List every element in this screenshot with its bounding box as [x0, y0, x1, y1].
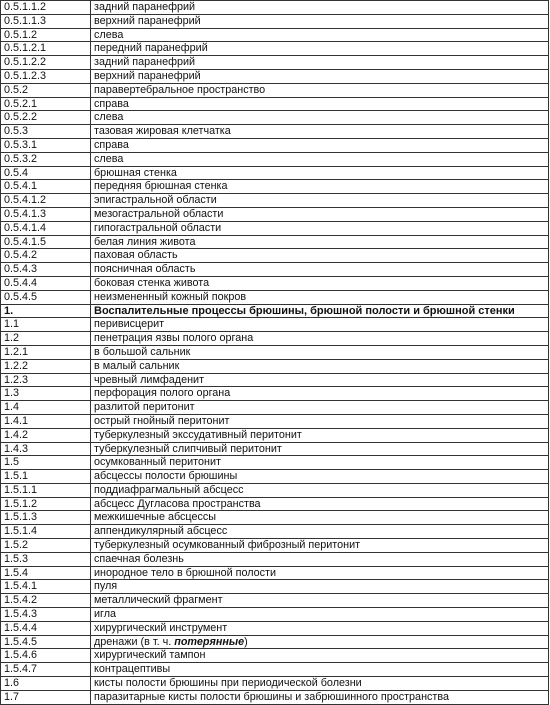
row-description	[91, 414, 549, 428]
table-row	[1, 359, 549, 373]
row-description	[91, 690, 549, 704]
row-code: 1.5.2	[1, 539, 91, 553]
row-code: 1.4.2	[1, 428, 91, 442]
row-code: 1.3	[1, 387, 91, 401]
table-row	[1, 511, 549, 525]
table-row	[1, 28, 549, 42]
row-description	[91, 511, 549, 525]
row-description-text: абсцессы полости брюшины	[94, 470, 238, 483]
row-code: 1.2.1	[1, 345, 91, 359]
table-row	[1, 345, 549, 359]
row-description	[91, 152, 549, 166]
table-row	[1, 621, 549, 635]
row-description	[91, 249, 549, 263]
row-description	[91, 608, 549, 622]
row-description	[91, 332, 549, 346]
row-description-text: тазовая жировая клетчатка	[94, 125, 231, 138]
table-row	[1, 649, 549, 663]
row-description-text: белая линия живота	[94, 235, 196, 248]
row-code: 0.5.1.2	[1, 28, 91, 42]
table-row	[1, 387, 549, 401]
row-code: 0.5.4.1.3	[1, 207, 91, 221]
row-description-text: межкишечные абсцессы	[94, 511, 217, 524]
row-code: 1.5.4.6	[1, 649, 91, 663]
table-row	[1, 180, 549, 194]
row-code: 0.5.1.2.3	[1, 69, 91, 83]
row-description	[91, 539, 549, 553]
table-row	[1, 56, 549, 70]
row-description	[91, 290, 549, 304]
row-description-text: справа	[94, 138, 129, 151]
row-description-text: задний паранефрий	[94, 1, 196, 13]
table-row	[1, 401, 549, 415]
row-description-text: поясничная область	[94, 263, 196, 276]
row-description-text: паравертебральное пространство	[94, 83, 266, 96]
row-description-text: чревный лимфаденит	[94, 373, 205, 386]
row-code: 1.5.4	[1, 566, 91, 580]
row-description-text: инородное тело в брюшной полости	[94, 566, 277, 579]
row-description	[91, 401, 549, 415]
table-row	[1, 497, 549, 511]
row-code: 1.5.4.5	[1, 635, 91, 649]
row-code: 1.5.1	[1, 470, 91, 484]
row-description-text: неизмененный кожный покров	[94, 290, 247, 303]
row-description	[91, 263, 549, 277]
row-description	[91, 387, 549, 401]
row-description-text: в большой сальник	[94, 345, 191, 358]
row-description-text: задний паранефрий	[94, 56, 196, 69]
row-description	[91, 42, 549, 56]
row-code: 1.5.1.3	[1, 511, 91, 525]
row-code: 1.4.1	[1, 414, 91, 428]
row-code: 0.5.4	[1, 166, 91, 180]
row-description	[91, 580, 549, 594]
row-code: 0.5.2.1	[1, 97, 91, 111]
code-table-body	[1, 1, 549, 705]
table-row	[1, 414, 549, 428]
row-description	[91, 56, 549, 70]
row-description-text: в малый сальник	[94, 359, 180, 372]
row-description-text: слева	[94, 28, 124, 41]
row-code: 1.5.4.4	[1, 621, 91, 635]
row-description-text: верхний паранефрий	[94, 69, 201, 82]
row-description	[91, 276, 549, 290]
row-description-text: кисты полости брюшины при периодической болезни	[94, 677, 362, 690]
row-description	[91, 470, 549, 484]
table-row	[1, 483, 549, 497]
row-description	[91, 677, 549, 691]
table-row	[1, 249, 549, 263]
row-description	[91, 525, 549, 539]
table-row	[1, 290, 549, 304]
table-row	[1, 1, 549, 15]
row-code: 1.6	[1, 677, 91, 691]
table-row	[1, 690, 549, 704]
row-description	[91, 125, 549, 139]
table-row	[1, 428, 549, 442]
row-description	[91, 318, 549, 332]
row-description-text: гипогастральной области	[94, 221, 222, 234]
row-description-text: передний паранефрий	[94, 42, 208, 55]
row-code: 1.2.3	[1, 373, 91, 387]
row-description-emphasis: потерянные	[174, 635, 245, 648]
table-row	[1, 635, 549, 649]
row-description	[91, 221, 549, 235]
row-code: 1.5.4.1	[1, 580, 91, 594]
table-row	[1, 263, 549, 277]
table-row	[1, 373, 549, 387]
table-row	[1, 69, 549, 83]
row-description	[91, 483, 549, 497]
row-description-text: аппендикулярный абсцесс	[94, 525, 228, 538]
row-description-text: туберкулезный осумкованный фиброзный перитонит	[94, 539, 361, 552]
table-row	[1, 97, 549, 111]
table-row	[1, 221, 549, 235]
table-row	[1, 539, 549, 553]
row-description	[91, 14, 549, 28]
row-description-text: разлитой перитонит	[94, 401, 195, 414]
row-code: 0.5.3.1	[1, 138, 91, 152]
row-description	[91, 111, 549, 125]
row-code: 0.5.4.4	[1, 276, 91, 290]
row-code: 0.5.4.2	[1, 249, 91, 263]
row-description	[91, 552, 549, 566]
row-code: 0.5.3	[1, 125, 91, 139]
row-code: 0.5.3.2	[1, 152, 91, 166]
row-code: 1.2	[1, 332, 91, 346]
row-description-text: игла	[94, 608, 117, 621]
table-row	[1, 566, 549, 580]
row-code: 1.5.4.2	[1, 594, 91, 608]
row-description-text: боковая стенка живота	[94, 276, 210, 289]
row-code: 0.5.4.1.5	[1, 235, 91, 249]
row-description	[91, 1, 549, 15]
row-description-text: передняя брюшная стенка	[94, 180, 228, 193]
row-code: 1.	[1, 304, 91, 318]
row-description	[91, 97, 549, 111]
row-description	[91, 138, 549, 152]
table-row	[1, 456, 549, 470]
table-row	[1, 552, 549, 566]
table-row	[1, 580, 549, 594]
table-row	[1, 83, 549, 97]
table-row	[1, 235, 549, 249]
row-code: 0.5.1.2.2	[1, 56, 91, 70]
row-description-text: осумкованный перитонит	[94, 456, 221, 469]
table-row	[1, 166, 549, 180]
row-description-text: слева	[94, 111, 124, 124]
row-description	[91, 442, 549, 456]
row-code: 1.5.1.2	[1, 497, 91, 511]
row-description	[91, 304, 549, 318]
row-description-text: брюшная стенка	[94, 166, 177, 179]
table-row	[1, 332, 549, 346]
row-code: 1.2.2	[1, 359, 91, 373]
row-description	[91, 345, 549, 359]
row-description	[91, 663, 549, 677]
row-code: 1.4.3	[1, 442, 91, 456]
table-row	[1, 677, 549, 691]
row-description-text: дренажи (в т. ч.	[94, 635, 175, 648]
row-description-text: паразитарные кисты полости брюшины и забрюшинного пространства	[94, 690, 449, 703]
table-row	[1, 125, 549, 139]
row-description	[91, 456, 549, 470]
row-description	[91, 194, 549, 208]
row-code: 0.5.4.5	[1, 290, 91, 304]
row-description	[91, 235, 549, 249]
row-description-text: туберкулезный экссудативный перитонит	[94, 428, 302, 441]
row-description	[91, 497, 549, 511]
row-code: 0.5.1.1.3	[1, 14, 91, 28]
table-row	[1, 207, 549, 221]
table-row	[1, 14, 549, 28]
row-description	[91, 594, 549, 608]
row-description-text: слева	[94, 152, 124, 165]
row-code: 1.5.3	[1, 552, 91, 566]
table-row	[1, 152, 549, 166]
row-description	[91, 166, 549, 180]
row-description-text: Воспалительные процессы брюшины, брюшной полости и брюшной стенки	[94, 304, 515, 317]
row-description	[91, 373, 549, 387]
row-code: 1.5.4.3	[1, 608, 91, 622]
row-code: 0.5.4.3	[1, 263, 91, 277]
table-row	[1, 442, 549, 456]
table-row	[1, 470, 549, 484]
table-row	[1, 42, 549, 56]
row-description-text: мезогастральной области	[94, 207, 224, 220]
row-description	[91, 180, 549, 194]
row-code: 0.5.2	[1, 83, 91, 97]
row-description	[91, 428, 549, 442]
row-code: 1.4	[1, 401, 91, 415]
row-description-suffix: )	[244, 635, 248, 648]
table-row	[1, 525, 549, 539]
table-row	[1, 111, 549, 125]
row-description-text: паховая область	[94, 249, 178, 262]
row-code: 0.5.1.2.1	[1, 42, 91, 56]
row-description	[91, 83, 549, 97]
row-description	[91, 207, 549, 221]
table-row	[1, 594, 549, 608]
table-row	[1, 194, 549, 208]
row-code: 1.1	[1, 318, 91, 332]
row-description	[91, 28, 549, 42]
row-code: 1.7	[1, 690, 91, 704]
row-code: 0.5.2.2	[1, 111, 91, 125]
row-description-text: верхний паранефрий	[94, 14, 201, 27]
table-row	[1, 304, 549, 318]
row-description	[91, 69, 549, 83]
row-code: 0.5.4.1	[1, 180, 91, 194]
table-row	[1, 608, 549, 622]
row-code: 1.5.1.4	[1, 525, 91, 539]
row-code: 0.5.1.1.2	[1, 1, 91, 15]
row-description	[91, 621, 549, 635]
row-description-text: поддиафрагмальный абсцесс	[94, 483, 244, 496]
table-row	[1, 138, 549, 152]
row-description	[91, 635, 549, 649]
row-description-text: перфорация полого органа	[94, 387, 231, 400]
table-row	[1, 276, 549, 290]
row-description	[91, 566, 549, 580]
row-description-text: справа	[94, 97, 129, 110]
row-description-text: металлический фрагмент	[94, 594, 223, 607]
row-description-text: эпигастральной области	[94, 194, 217, 207]
row-description-text: хирургический инструмент	[94, 621, 228, 634]
row-code: 1.5.1.1	[1, 483, 91, 497]
row-code: 0.5.4.1.4	[1, 221, 91, 235]
row-description-text: пенетрация язвы полого органа	[94, 332, 254, 345]
row-description-text: абсцесс Дугласова пространства	[94, 497, 261, 510]
row-description	[91, 649, 549, 663]
row-description-text: перивисцерит	[94, 318, 165, 331]
table-row	[1, 663, 549, 677]
row-code: 0.5.4.1.2	[1, 194, 91, 208]
row-description-text: хирургический тампон	[94, 649, 206, 662]
row-code: 1.5	[1, 456, 91, 470]
table-row	[1, 318, 549, 332]
row-description-text: спаечная болезнь	[94, 552, 184, 565]
row-code: 1.5.4.7	[1, 663, 91, 677]
row-description-text: острый гнойный перитонит	[94, 414, 230, 427]
row-description-text: контрацептивы	[94, 663, 171, 676]
row-description-text: туберкулезный слипчивый перитонит	[94, 442, 282, 455]
row-description-text: пуля	[94, 580, 118, 593]
row-description	[91, 359, 549, 373]
